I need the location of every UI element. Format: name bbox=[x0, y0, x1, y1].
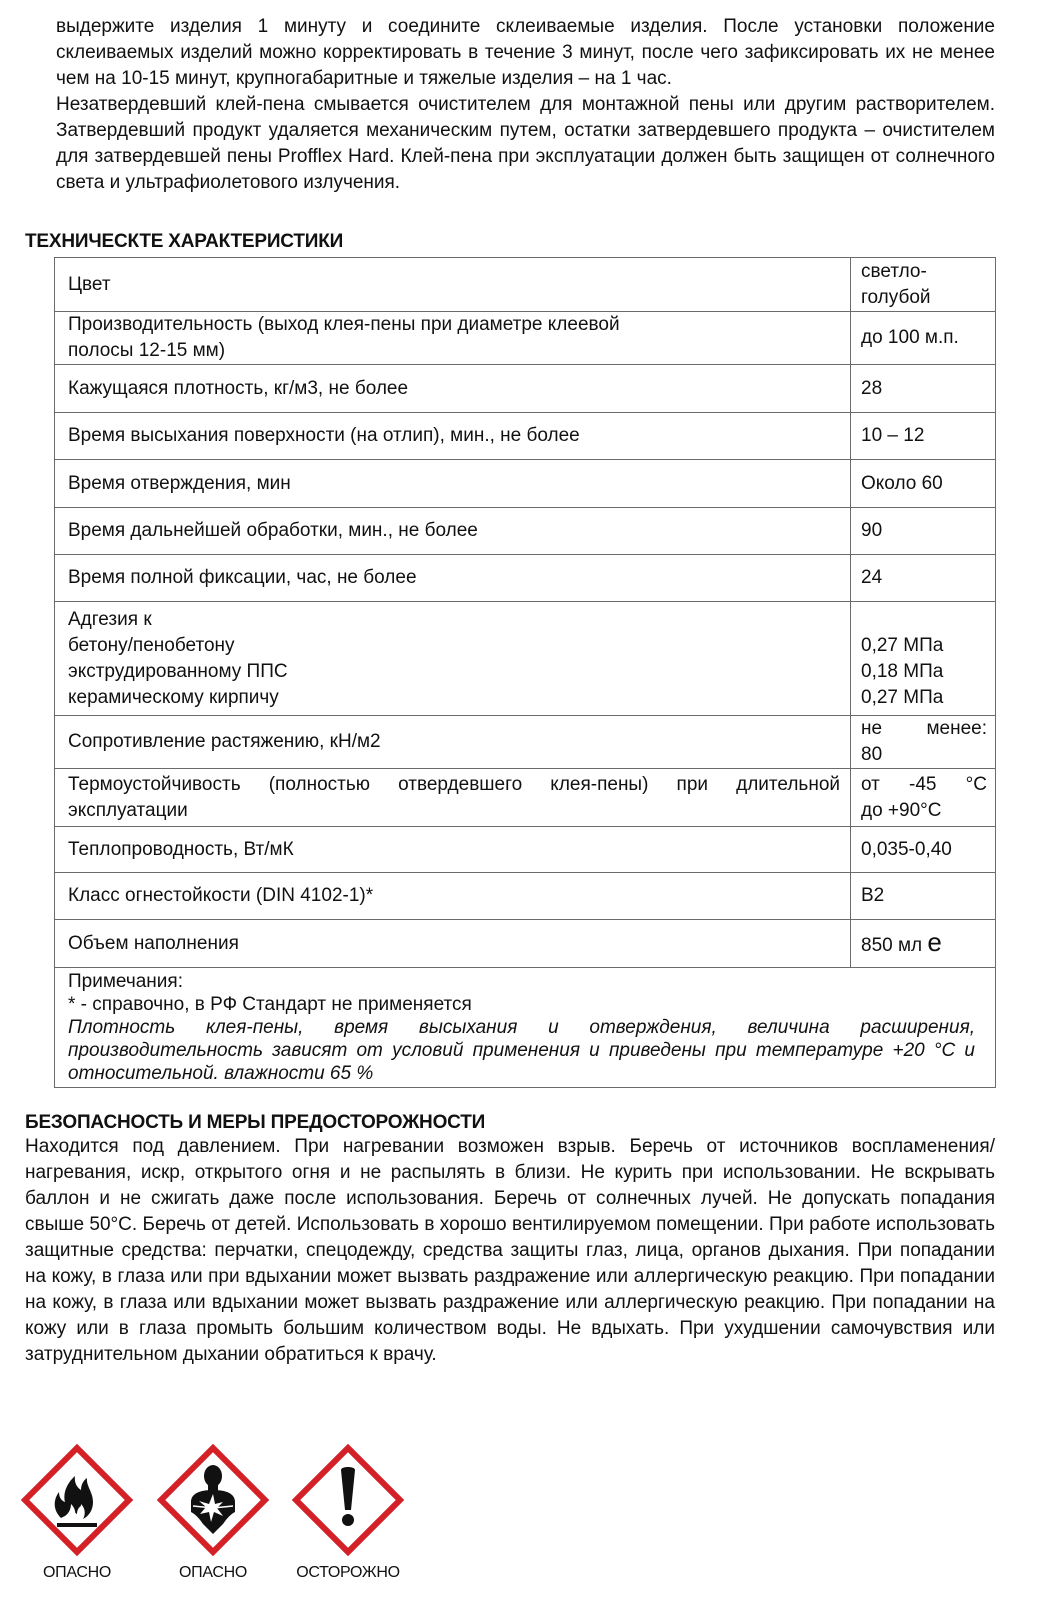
table-row bbox=[55, 769, 996, 827]
param-line: керамическому кирпичу bbox=[68, 686, 279, 708]
pictogram-label: ОПАСНО bbox=[178, 1564, 248, 1581]
param-line: Адгезия к bbox=[68, 608, 152, 630]
notes-italic-text: Плотность клея-пены, время высыхания и отверждения, величина расширения, производительность зависят от условий применения и приведены при температуре +20 °С и относительной. влажности 65 % bbox=[68, 1017, 975, 1084]
safety-text: Находится под давлением. При нагревании возможен взрыв. Беречь от источников воспламенения/нагревания, искр, открытого огня и не распылять в близи. Не курить при использовании. Не вскрывать баллон и не сжигать даже после использования. Беречь от солнечных лучей. Не допускать попадания свыше 50°С. Беречь от детей. Использовать в хорошо вентилируемом помещении. При работе использовать защитные средства: перчатки, спецодежду, средства защиты глаз, лица, органов дыхания. При попадании на кожу, в глаза или при вдыхании может вызвать раздражение или аллергическую реакцию. При попадании на кожу, в глаза или вдыхании может вызвать раздражение или аллергическую реакцию. При попадании на кожу или в глаза промыть большим количеством воды. Не вдыхать. При ухудшении самочувствия или затруднительном дыхании обратиться к врачу. bbox=[25, 1136, 995, 1365]
value-line: светло- bbox=[861, 260, 927, 282]
pictogram-label: ОПАСНО bbox=[42, 1564, 112, 1581]
param-cell: Время дальнейшей обработки, мин., не более bbox=[55, 508, 851, 555]
pictogram-label: ОСТОРОЖНО bbox=[296, 1564, 400, 1581]
value-line: 80 bbox=[861, 744, 883, 765]
table-row bbox=[55, 920, 996, 968]
value-cell bbox=[851, 716, 996, 769]
value-cell: 10 – 12 bbox=[851, 413, 996, 460]
pictogram-warning bbox=[292, 1444, 404, 1582]
safety-heading: БЕЗОПАСНОСТЬ И МЕРЫ ПРЕДОСТОРОЖНОСТИ bbox=[25, 1112, 486, 1133]
intro-text bbox=[56, 14, 995, 196]
value-cell: 28 bbox=[851, 365, 996, 413]
param-cell: Теплопроводность, Вт/мК bbox=[55, 827, 851, 873]
specs-table bbox=[54, 257, 996, 1088]
value-text: 850 мл bbox=[861, 934, 923, 956]
value-cell: 24 bbox=[851, 555, 996, 602]
param-cell: Время полной фиксации, час, не более bbox=[55, 555, 851, 602]
specs-heading: ТЕХНИЧЕСКТЕ ХАРАКТЕРИСТИКИ bbox=[25, 231, 344, 252]
param-line: Производительность (выход клея-пены при диаметре клеевой bbox=[68, 314, 620, 335]
notes-cell bbox=[55, 968, 996, 1088]
safety-text-block bbox=[25, 1134, 995, 1368]
table-row bbox=[55, 312, 996, 365]
param-cell bbox=[55, 602, 851, 716]
value-cell bbox=[851, 769, 996, 827]
table-row bbox=[55, 555, 996, 602]
value-cell bbox=[851, 258, 996, 312]
value-cell: 0,035-0,40 bbox=[851, 827, 996, 873]
table-row bbox=[55, 716, 996, 769]
value-line: до +90°C bbox=[861, 799, 942, 821]
value-cell: B2 bbox=[851, 873, 996, 920]
param-cell: Цвет bbox=[55, 258, 851, 312]
pictogram-health-hazard bbox=[157, 1444, 269, 1582]
param-cell bbox=[55, 312, 851, 365]
table-row bbox=[55, 827, 996, 873]
table-row bbox=[55, 602, 996, 716]
value-cell: до 100 м.п. bbox=[851, 312, 996, 365]
value-cell bbox=[851, 920, 996, 968]
intro-paragraph-2: Незатвердевший клей-пена смывается очистителем для монтажной пены или другим растворителем. Затвердевший продукт удаляется механическим путем, остатки затвердевшего продукта – очистителем для затвердевшей пены Profflex Hard. Клей-пена при эксплуатации должен быть защищен от солнечного света и ультрафиолетового излучения. bbox=[56, 94, 995, 193]
param-cell: Термоустойчивость (полностью отвердевшего клея-пены) при длительной эксплуатации bbox=[55, 769, 851, 827]
notes-title: Примечания: bbox=[68, 971, 183, 992]
value-cell: 90 bbox=[851, 508, 996, 555]
value-suffix: e bbox=[927, 926, 942, 957]
value-line: не менее: bbox=[861, 718, 987, 739]
table-row bbox=[55, 508, 996, 555]
param-line: бетону/пенобетону bbox=[68, 634, 235, 656]
param-cell: Сопротивление растяжению, кН/м2 bbox=[55, 716, 851, 769]
param-cell: Объем наполнения bbox=[55, 920, 851, 968]
value-line bbox=[861, 607, 987, 633]
notes-row bbox=[55, 968, 996, 1088]
table-row bbox=[55, 258, 996, 312]
value-line: 0,27 МПа bbox=[861, 686, 944, 708]
table-row bbox=[55, 365, 996, 413]
value-line: 0,27 МПа bbox=[861, 634, 944, 656]
table-row bbox=[55, 460, 996, 508]
flame-icon bbox=[21, 1444, 133, 1556]
param-line: экструдированному ППС bbox=[68, 660, 288, 682]
param-line: полосы 12-15 мм) bbox=[68, 340, 226, 361]
intro-paragraph-1: выдержите изделия 1 минуту и соедините склеиваемые изделия. После установки положение склеиваемых изделий можно корректировать в течение 3 минут, после чего зафиксировать их не менее чем на 10-15 минут, крупногабаритные и тяжелые изделия – на 1 час. bbox=[56, 16, 995, 89]
health-hazard-icon bbox=[157, 1444, 269, 1556]
value-cell bbox=[851, 602, 996, 716]
table-row bbox=[55, 873, 996, 920]
value-line: голубой bbox=[861, 286, 931, 308]
param-cell: Время отверждения, мин bbox=[55, 460, 851, 508]
param-cell: Время высыхания поверхности (на отлип), мин., не более bbox=[55, 413, 851, 460]
param-cell: Кажущаяся плотность, кг/м3, не более bbox=[55, 365, 851, 413]
value-cell: Около 60 bbox=[851, 460, 996, 508]
param-cell: Класс огнестойкости (DIN 4102-1)* bbox=[55, 873, 851, 920]
pictogram-flammable bbox=[21, 1444, 133, 1582]
exclamation-mark-icon bbox=[292, 1444, 404, 1556]
value-line: 0,18 МПа bbox=[861, 660, 944, 682]
notes-footnote: * - справочно, в РФ Стандарт не применяется bbox=[68, 994, 472, 1015]
table-row bbox=[55, 413, 996, 460]
value-line: от -45 °C bbox=[861, 773, 987, 795]
